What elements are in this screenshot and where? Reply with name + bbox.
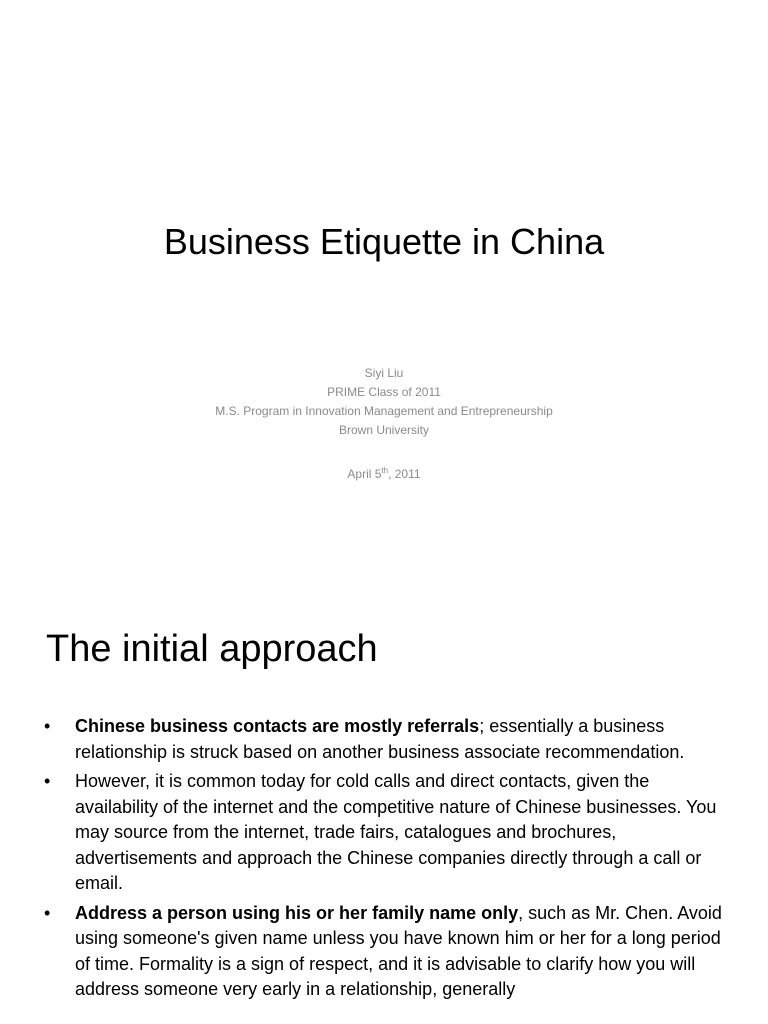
university-name: Brown University [338, 423, 430, 437]
subtitle-block [0, 364, 768, 484]
program-name: M.S. Program in Innovation Management and Entrepreneurship [215, 404, 553, 418]
date-suffix: , 2011 [388, 467, 421, 481]
class-line: PRIME Class of 2011 [327, 385, 441, 399]
author-name: Siyi Liu [364, 366, 404, 380]
bullet-bold-text: Chinese business contacts are mostly referrals [75, 716, 480, 736]
presentation-title: Business Etiquette in China [163, 221, 605, 262]
bullet-item [0, 769, 768, 897]
bullet-text: However, it is common today for cold calls and direct contacts, given the availability of the internet and the competitive nature of Chinese businesses. You may source from the internet, trade fairs, catalogues and brochures, advertisements and approach the Chinese companies directly through a call or email. [75, 771, 717, 893]
bullet-text: ; essentially a business relationship is struck based on another business associate recommendation. [75, 716, 685, 762]
content-slide [0, 580, 768, 1024]
presentation-date [0, 465, 768, 484]
date-prefix: April 5 [347, 467, 382, 481]
bullet-dot: • [44, 716, 51, 736]
bullet-dot: • [44, 902, 51, 923]
bullet-list [0, 714, 768, 1007]
bullet-dot: • [44, 771, 51, 791]
slide-heading: The initial approach [46, 628, 378, 670]
date-superscript: th [381, 466, 389, 475]
bullet-item [0, 714, 768, 765]
bullet-text: , such as Mr. Chen. Avoid using someone's given name unless you have known him or her for a long period of time. Formality is a sign of respect, and it is advisable to clarify how you will address someone very early in a relationship, generally [75, 902, 722, 999]
bullet-item [0, 901, 768, 1003]
bullet-bold-text: Address a person using his or her family name only [75, 902, 519, 923]
